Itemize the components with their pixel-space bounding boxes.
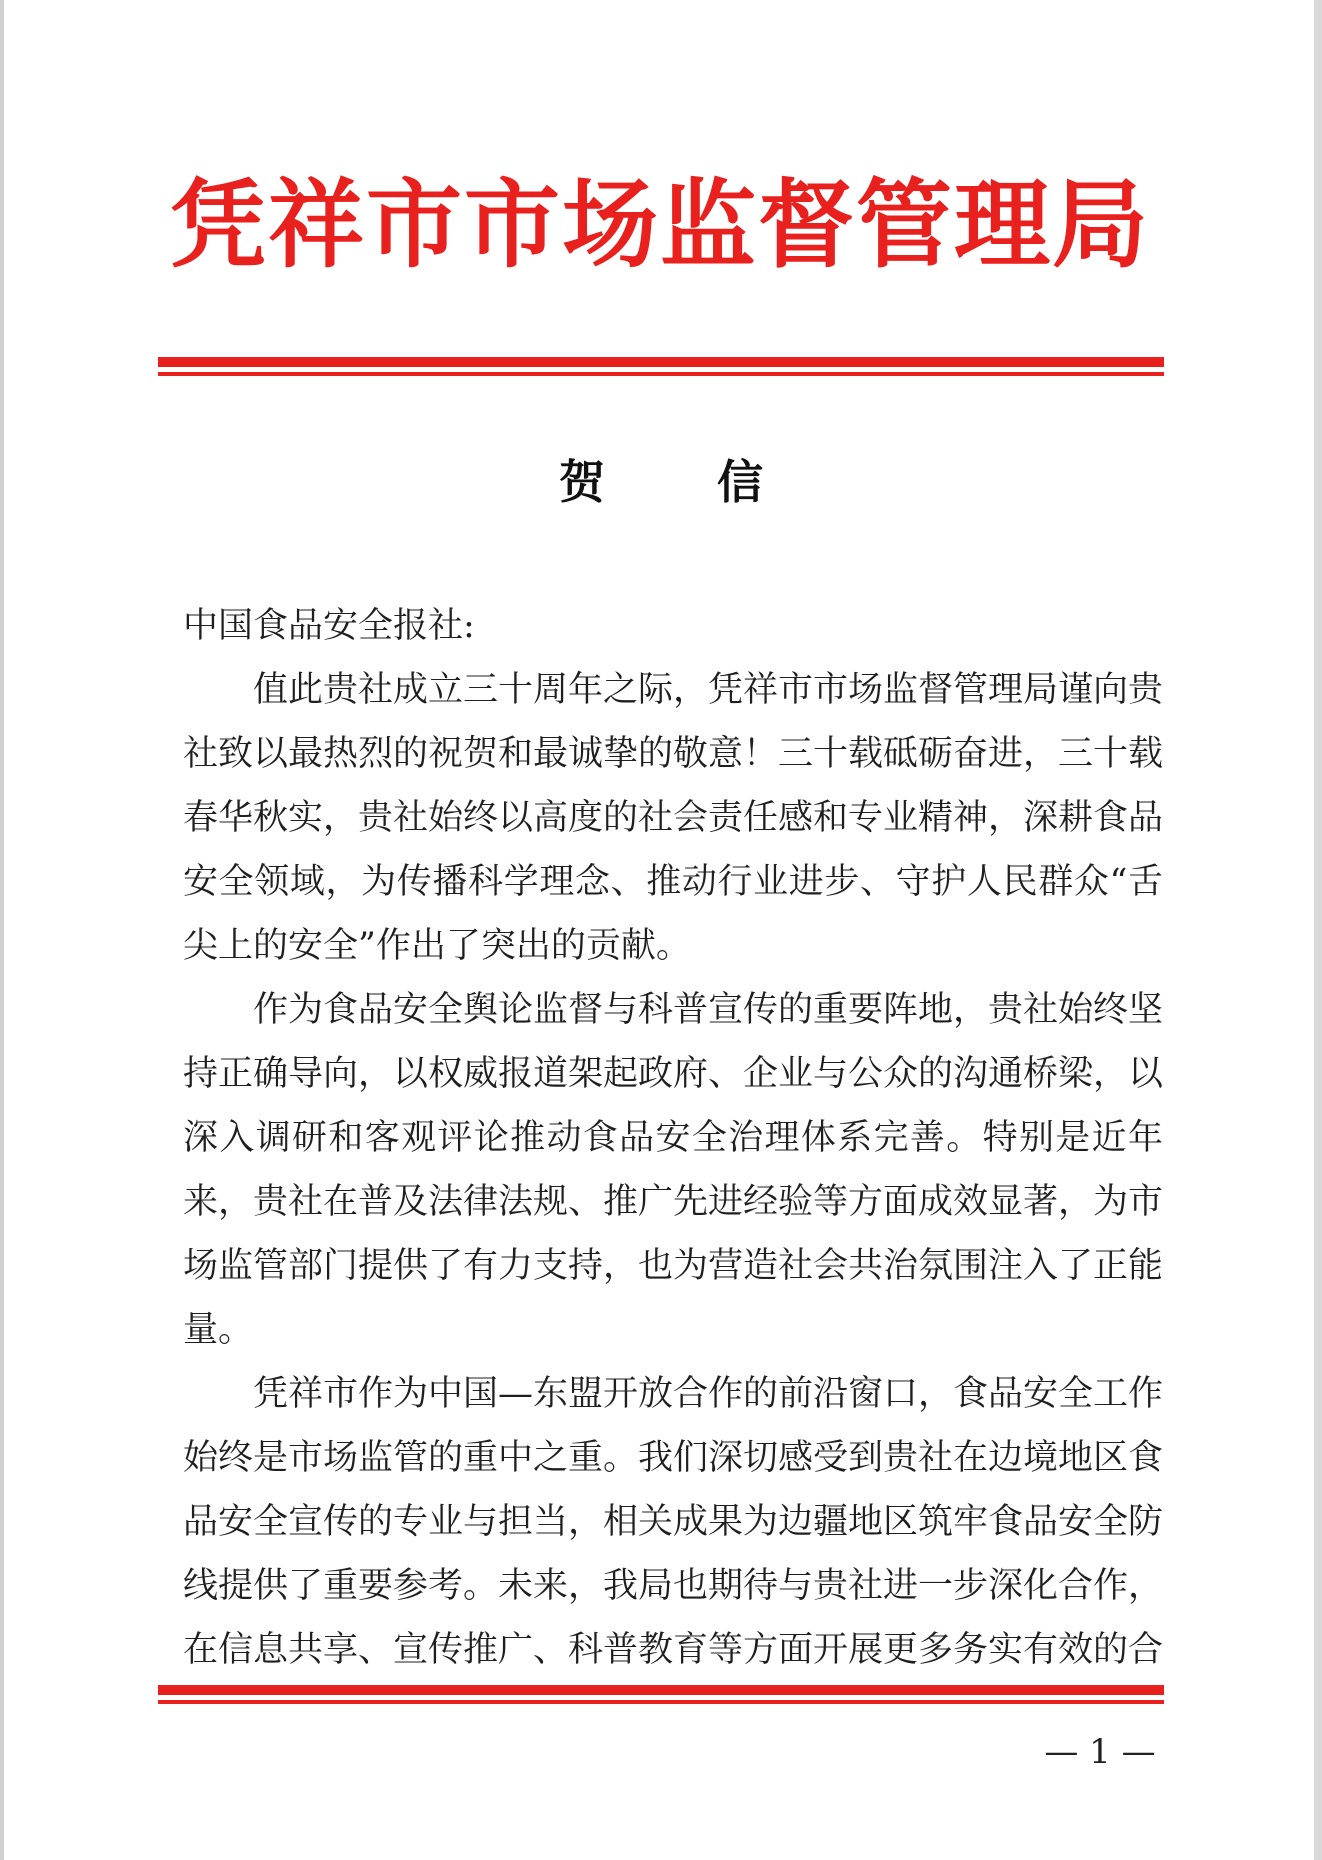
paragraph-1: 值此贵社成立三十周年之际，凭祥市市场监督管理局谨向贵社致以最热烈的祝贺和最诚挚的敬意！三十载砥砺奋进，三十载春华秋实，贵社始终以高度的社会责任感和专业精神，深耕食品安全领域，为传播科学理念、推动行业进步、守护人民群众“舌尖上的安全”作出了突出的贡献。: [183, 670, 1164, 966]
page-number: — 1 —: [1044, 1732, 1156, 1772]
letterhead-divider: [158, 357, 1164, 376]
scan-edge-left: [0, 0, 4, 1860]
letter-body: [183, 594, 1163, 1682]
letterhead-org-name: 凭祥市市场监督管理局: [170, 168, 1150, 281]
scan-edge-right: [1314, 0, 1322, 1860]
paragraph-3: 凭祥市作为中国—东盟开放合作的前沿窗口，食品安全工作始终是市场监管的重中之重。我们深切感受到贵社在边境地区食品安全宣传的专业与担当，相关成果为边疆地区筑牢食品安全防线提供了重要参考。未来，我局也期待与贵社进一步深化合作，在信息共享、宣传推广、科普教育等方面开展更多务实有效的合: [183, 1374, 1164, 1670]
salutation: 中国食品安全报社:: [183, 606, 475, 646]
footer-divider: [158, 1685, 1164, 1704]
paragraph-2: 作为食品安全舆论监督与科普宣传的重要阵地，贵社始终坚持正确导向，以权威报道架起政府、企业与公众的沟通桥梁，以深入调研和客观评论推动食品安全治理体系完善。特别是近年来，贵社在普及法律法规、推广先进经验等方面成效显著，为市场监管部门提供了有力支持，也为营造社会共治氛围注入了正能量。: [183, 990, 1164, 1350]
document-title: 贺 信: [558, 455, 811, 509]
